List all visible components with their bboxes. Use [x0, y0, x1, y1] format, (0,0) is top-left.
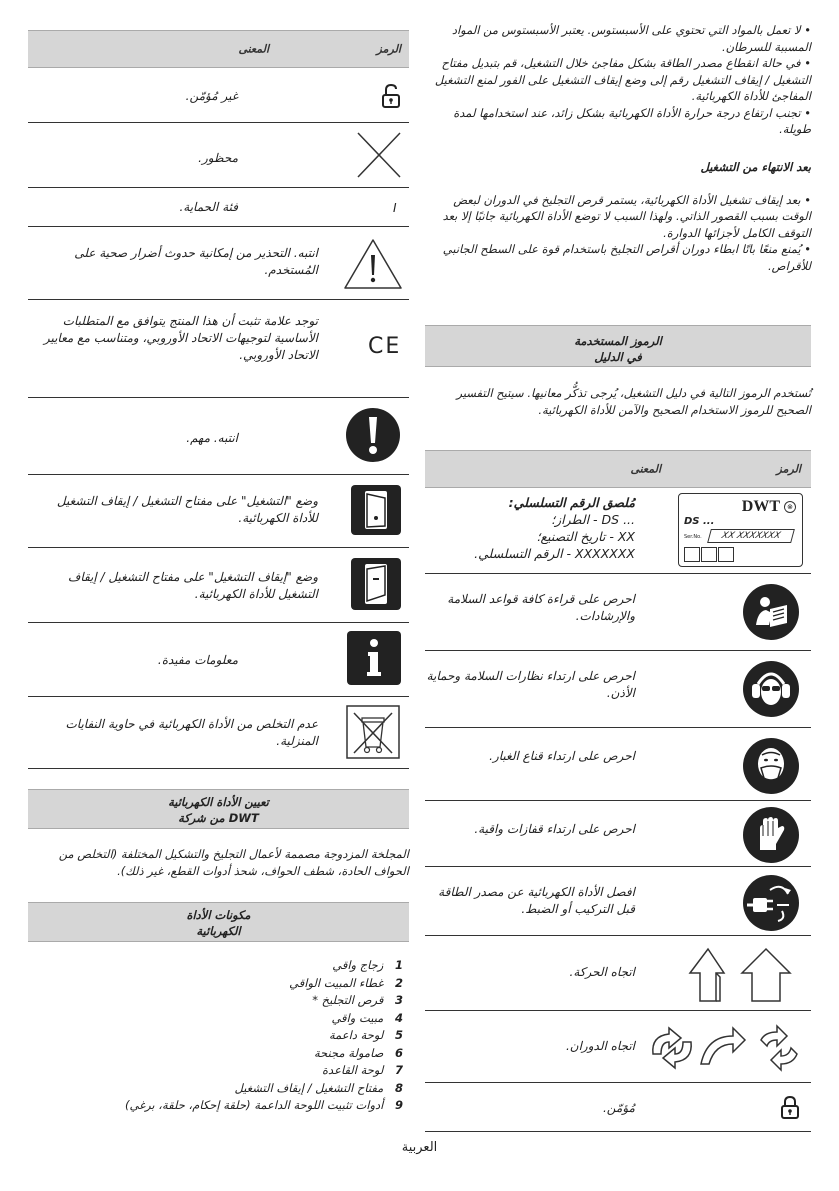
components-section-title: مكونات الأداة	[186, 908, 251, 922]
attention-icon	[345, 407, 401, 463]
component-item	[28, 992, 403, 1010]
right-table-header	[425, 450, 811, 488]
row-divider	[28, 397, 409, 398]
label-model: DS ...	[684, 516, 715, 527]
warning-triangle-icon	[342, 237, 404, 291]
component-label: صامولة مجنحة	[314, 1045, 384, 1060]
row-divider	[28, 474, 409, 475]
component-number: 7	[394, 1063, 403, 1077]
row-divider	[28, 768, 409, 769]
component-item	[28, 1010, 403, 1028]
row-divider	[28, 187, 409, 188]
row-text: معلومات مفيدة.	[157, 653, 238, 667]
component-item	[28, 975, 403, 993]
components-section-header	[28, 902, 409, 942]
row-divider	[425, 727, 811, 728]
component-number: 8	[394, 1080, 403, 1095]
row-divider	[28, 226, 409, 227]
row-text: وضع "إيقاف التشغيل" على مفتاح التشغيل / إيقاف التشغيل للأداة الكهربائية.	[67, 570, 318, 601]
component-label: أدوات تثبيت اللوحة الداعمة (حلقة إحكام، حلقة، برغي)	[125, 1098, 384, 1112]
purpose-section-subtitle: من شركة DWT	[178, 811, 259, 825]
row-divider	[425, 1131, 811, 1132]
serial-title: مُلصق الرقم التسلسلي:	[508, 495, 635, 510]
row-text: محظور.	[198, 151, 238, 165]
row-text: غير مُؤمّن.	[185, 89, 238, 103]
row-text: احرص على ارتداء قناع الغبار.	[489, 749, 635, 763]
component-label: قرص التجليخ *	[312, 993, 384, 1007]
symbols-intro: تُستخدم الرموز التالية في دليل التشغيل، يُرجى تذكُّر معانيها. سيتيح التفسير الصحيح للرموز الاستخدام الصحيح والآمن للأداة الكهربائية.	[456, 386, 811, 417]
dust-mask-icon	[742, 737, 800, 795]
label-box	[701, 547, 717, 562]
symbols-section-subtitle: في الدليل	[594, 350, 642, 364]
row-divider	[28, 122, 409, 123]
component-item	[28, 957, 403, 975]
row-divider	[28, 299, 409, 300]
symbols-section-title: الرموز المستخدمة	[574, 334, 662, 348]
serial-model: ... DS - الطراز؛	[551, 512, 635, 527]
row-text: انتبه. مهم.	[186, 431, 238, 445]
component-label: لوحة القاعدة	[322, 1063, 384, 1077]
purpose-text: المجلخة المزدوجة مصممة لأعمال التجليخ والتشكيل المختلفة (التخلص من الحواف الحادة، شطف الحواف، شحذ أدوات القطع، غير ذلك).	[58, 847, 409, 878]
locked-icon	[780, 1095, 800, 1119]
unplug-icon	[742, 874, 800, 932]
label-box	[718, 547, 734, 562]
row-divider	[425, 866, 811, 867]
component-number: 2	[394, 975, 403, 990]
prohibited-x-icon	[355, 130, 403, 180]
component-item	[28, 1097, 403, 1115]
brand-logo: DWT	[741, 498, 780, 515]
label-serial: XX XXXXXXX	[707, 529, 795, 543]
unlocked-icon	[381, 83, 401, 109]
component-label: لوحة داعمة	[328, 1028, 384, 1042]
component-number: 5	[394, 1028, 403, 1042]
page-footer-language: العربية	[401, 1140, 438, 1155]
row-divider	[28, 622, 409, 623]
component-number: 3	[394, 993, 403, 1007]
after-operation-heading: بعد الانتهاء من التشغيل	[700, 159, 811, 174]
goggles-earmuffs-icon	[742, 660, 800, 718]
no-household-bin-icon	[346, 705, 400, 759]
component-item	[28, 1027, 403, 1045]
row-text: مُؤمّن.	[602, 1101, 635, 1115]
row-divider	[425, 800, 811, 801]
component-number: 4	[394, 1010, 403, 1025]
row-text: عدم التخلص من الأداة الكهربائية في حاوية النفايات المنزلية.	[65, 717, 318, 748]
gloves-icon	[742, 806, 800, 864]
header-meaning: المعنى	[238, 42, 269, 56]
component-item	[28, 1045, 403, 1063]
row-divider	[425, 650, 811, 651]
row-divider	[425, 1010, 811, 1011]
component-number: 6	[394, 1045, 403, 1060]
row-divider	[28, 696, 409, 697]
info-icon	[346, 630, 402, 686]
intro-bullet: • تجنب ارتفاع درجة حرارة الأداة الكهربائية بشكل زائد، عند استخدامها لمدة طويلة.	[453, 105, 811, 136]
intro-bullet: • في حالة انقطاع مصدر الطاقة بشكل مفاجئ خلال التشغيل، قم بتبديل مفتاح التشغيل / إيقاف التشغيل رقم إلى وضع إيقاف التشغيل على الفور لمنع التشغيل المفاجئ للأداة الكهربائية.	[434, 56, 811, 103]
switch-off-icon	[350, 557, 402, 611]
read-manual-icon	[742, 583, 800, 641]
serial-label-text	[425, 494, 635, 562]
component-label: مفتاح التشغيل / إيقاف التشغيل	[234, 1080, 384, 1095]
label-serial-prefix: Ser.No.	[684, 534, 702, 540]
component-number: 9	[394, 1098, 403, 1112]
label-box	[684, 547, 700, 562]
header-symbol: الرمز	[376, 42, 401, 56]
component-label: غطاء المبيت الواقي	[289, 975, 384, 990]
ce-mark-icon: CE	[368, 334, 402, 359]
row-text: احرص على ارتداء قفازات واقية.	[474, 822, 635, 836]
header-meaning: المعنى	[630, 462, 661, 476]
left-table-header	[28, 30, 409, 68]
component-item	[28, 1062, 403, 1080]
switch-on-icon	[350, 484, 402, 536]
row-text: فئة الحماية.	[179, 200, 238, 214]
row-text: اتجاه الدوران.	[565, 1039, 635, 1053]
row-text: انتبه. التحذير من إمكانية حدوث أضرار صحية على المُستخدم.	[74, 246, 318, 277]
registered-icon: ⊗	[784, 501, 796, 513]
component-number: 1	[394, 958, 403, 972]
row-text: احرص على ارتداء نظارات السلامة وحماية الأذن.	[426, 669, 635, 700]
rotation-icon	[647, 1024, 803, 1072]
row-text: توجد علامة تثبت أن هذا المنتج يتوافق مع المتطلبات الأساسية لتوجيهات الاتحاد الأوروبي، ومتناسب مع معايير الاتحاد الأوروبي.	[43, 314, 318, 362]
right-column	[425, 22, 811, 274]
row-text: وضع "التشغيل" على مفتاح التشغيل / إيقاف التشغيل للأداة الكهربائية.	[56, 494, 318, 525]
component-label: زجاج واقي	[332, 958, 384, 972]
serial-label-icon	[678, 493, 803, 567]
purpose-section-title: تعيين الأداة الكهربائية	[168, 795, 269, 809]
component-item	[28, 1080, 403, 1098]
components-list	[28, 957, 403, 1115]
after-bullet: • بعد إيقاف تشغيل الأداة الكهربائية، يستمر قرص التجليخ في الدوران لبعض الوقت بسبب القصور الذاتي. ولهذا السبب لا توضع الأداة الكهربائية جانبًا إلا بعد التوقف الكامل لأجزائها الدوارة.	[442, 192, 811, 240]
row-divider	[28, 547, 409, 548]
after-bullet: • يُمنع منعًا باتًا ابطاء دوران أقراص التجليخ باستخدام قوة على السطح الجانبي للأقراص.	[442, 242, 811, 273]
component-label: مبيت واقي	[331, 1010, 384, 1025]
row-divider	[425, 1082, 811, 1083]
header-symbol: الرمز	[776, 462, 801, 476]
serial-date: XX - تاريخ التصنيع؛	[536, 529, 635, 544]
serial-number: XXXXXXX - الرقم التسلسلي.	[474, 546, 635, 561]
direction-arrow-icon	[686, 945, 804, 1005]
protection-class-icon: I	[393, 201, 397, 215]
row-text: اتجاه الحركة.	[569, 965, 635, 979]
purpose-section-header	[28, 789, 409, 829]
row-text: احرص على قراءة كافة قواعد السلامة والإرشادات.	[447, 592, 635, 623]
row-text: افصل الأداة الكهربائية عن مصدر الطاقة قبل التركيب أو الضبط.	[438, 885, 635, 916]
intro-bullet: • لا تعمل بالمواد التي تحتوي على الأسبستوس. يعتبر الأسبستوس من المواد المسببة للسرطان.	[451, 23, 811, 54]
symbols-section-header	[425, 325, 811, 367]
row-divider	[425, 573, 811, 574]
components-section-subtitle: الكهربائية	[196, 924, 241, 938]
row-divider	[425, 935, 811, 936]
